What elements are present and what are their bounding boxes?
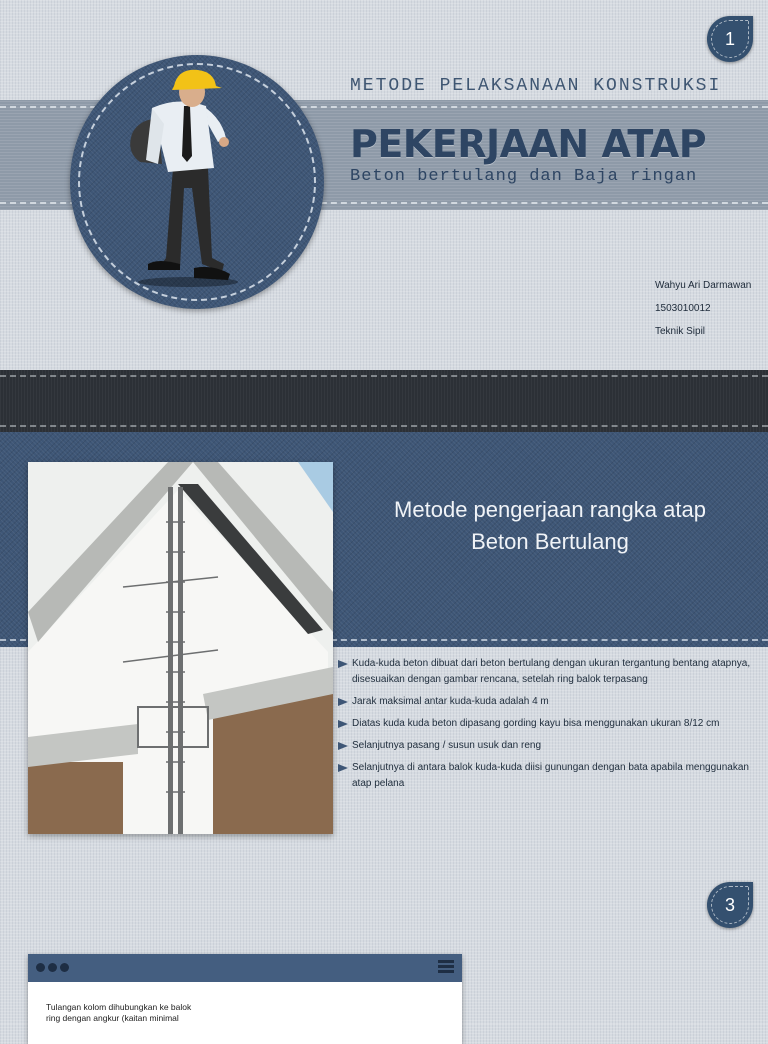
window-frame [28, 954, 462, 1044]
bullet-item: Kuda-kuda beton dibuat dari beton bertulang dengan ukuran tergantung bentang atapnya, disesuaikan dengan gambar rencana, setelah ring balok terpasang [338, 656, 758, 688]
caption-line-2: ring dengan angkur (kaitan minimal [46, 1013, 179, 1023]
page-subtitle: Beton bertulang dan Baja ringan [350, 167, 698, 186]
title-slide [0, 0, 768, 370]
figure-caption [46, 1002, 191, 1024]
bullet-item: Jarak maksimal antar kuda-kuda adalah 4 m [338, 694, 758, 710]
page-number-badge [707, 16, 753, 62]
bullet-item: Selanjutnya pasang / susun usuk dan reng [338, 738, 758, 754]
window-dot-icon [36, 963, 45, 972]
author-name: Wahyu Ari Darmawan [655, 280, 752, 291]
arrow-bullet-icon [338, 764, 348, 772]
author-info [655, 274, 751, 343]
arrow-bullet-icon [338, 660, 348, 668]
construction-worker-image [118, 68, 258, 290]
window-dot-icon [48, 963, 57, 972]
window-dot-icon [60, 963, 69, 972]
author-id: 1503010012 [655, 303, 711, 314]
content-slide [0, 432, 768, 872]
bullet-list [338, 656, 758, 798]
hamburger-menu-icon [438, 960, 454, 974]
arrow-bullet-icon [338, 698, 348, 706]
page-number-badge [707, 882, 753, 928]
bullet-item: Diatas kuda kuda beton dipasang gording kayu bisa menggunakan ukuran 8/12 cm [338, 716, 758, 732]
heading-line-2: Beton Bertulang [471, 529, 629, 554]
page-title: PEKERJAAN ATAP [350, 122, 707, 166]
caption-line-1: Tulangan kolom dihubungkan ke balok [46, 1002, 192, 1012]
page-number: 3 [724, 894, 735, 915]
heading-line-1: Metode pengerjaan rangka atap [394, 497, 706, 522]
course-title: METODE PELAKSANAAN KONSTRUKSI [350, 76, 722, 96]
bullet-item: Selanjutnya di antara balok kuda-kuda diisi gunungan dengan bata apabila menggunakan atap pelana [338, 760, 758, 792]
window-titlebar [28, 954, 462, 982]
arrow-bullet-icon [338, 720, 348, 728]
arrow-bullet-icon [338, 742, 348, 750]
page-number: 1 [724, 28, 735, 49]
slide-3 [0, 872, 768, 1024]
slide-divider [0, 370, 768, 432]
author-department: Teknik Sipil [655, 326, 706, 337]
slide-heading [340, 494, 760, 558]
concrete-truss-photo [28, 462, 333, 834]
